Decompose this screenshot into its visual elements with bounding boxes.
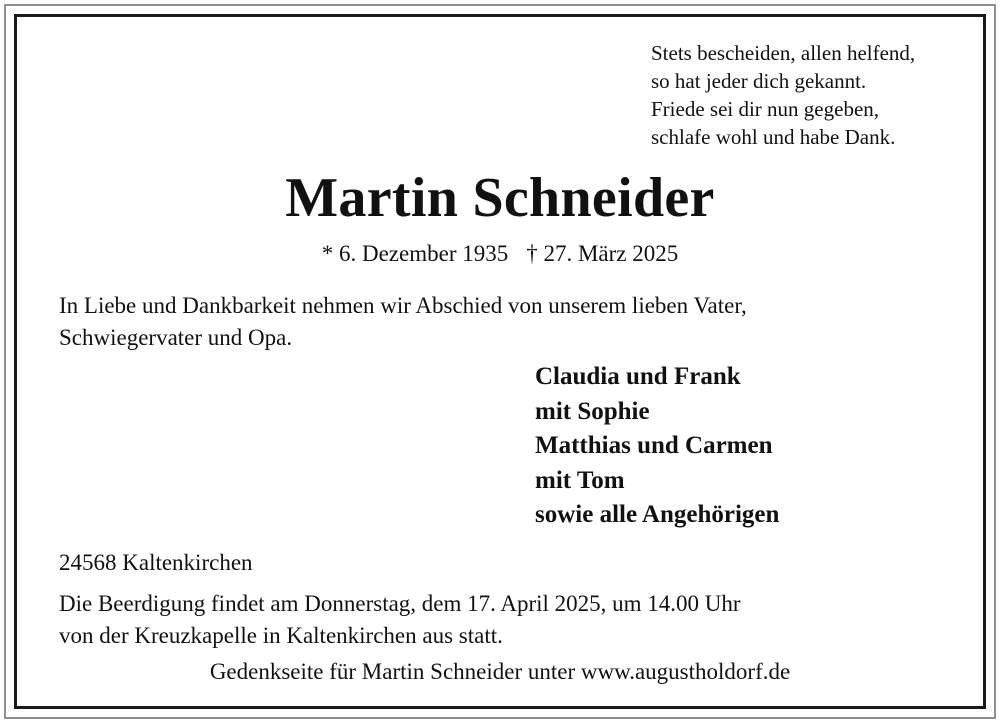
- mourner-line: mit Sophie: [535, 397, 650, 425]
- funeral-line: Die Beerdigung findet am Donnerstag, dem 17. April 2025, um 14.00 Uhr: [59, 591, 741, 616]
- life-dates: [0, 239, 1000, 269]
- poem-line: Friede sei dir nun gegeben,: [651, 97, 880, 121]
- farewell-line: Schwiegervater und Opa.: [59, 325, 293, 350]
- mourner-line: sowie alle Angehörigen: [535, 501, 780, 528]
- deceased-name: Martin Schneider: [285, 167, 715, 229]
- mourner-line: Claudia und Frank: [535, 363, 741, 390]
- funeral-line: von der Kreuzkapelle in Kaltenkirchen aus statt.: [59, 623, 503, 648]
- memorial-page-notice: Gedenkseite für Martin Schneider unter www.augustholdorf.de: [209, 659, 791, 684]
- farewell-text: [59, 290, 939, 354]
- farewell-line: In Liebe und Dankbarkeit nehmen wir Abschied von unserem lieben Vater,: [59, 293, 747, 318]
- poem-line: Stets bescheiden, allen helfend,: [651, 41, 916, 65]
- funeral-notice: [59, 588, 939, 652]
- mourner-line: Matthias und Carmen: [535, 432, 773, 459]
- location: 24568 Kaltenkirchen: [59, 550, 253, 575]
- poem: [651, 39, 915, 151]
- birth-date: * 6. Dezember 1935: [321, 241, 509, 266]
- mourner-line: mit Tom: [535, 466, 625, 494]
- mourners-list: [535, 360, 779, 533]
- poem-line: schlafe wohl und habe Dank.: [651, 125, 896, 149]
- poem-line: so hat jeder dich gekannt.: [651, 69, 867, 93]
- death-date: † 27. März 2025: [526, 241, 679, 266]
